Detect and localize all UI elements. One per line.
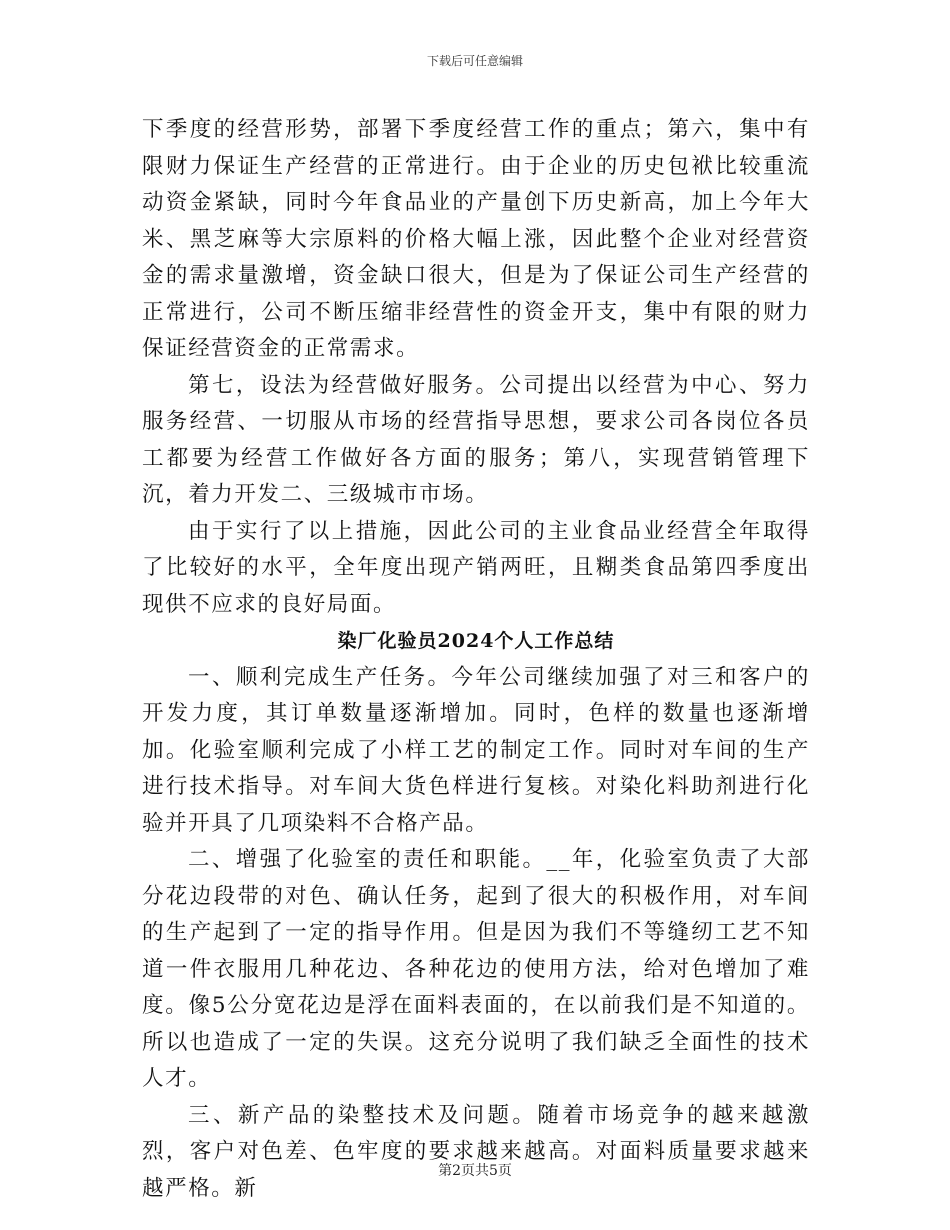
document-body (142, 112, 810, 1207)
paragraph: 第七，设法为经营做好服务。公司提出以经营为中心、努力服务经营、一切服从市场的经营指导思想，要求公司各岗位各员工都要为经营工作做好各方面的服务；第八，实现营销管理下沉，着力开发二、三级城市市场。 (142, 372, 810, 507)
paragraph: 由于实行了以上措施，因此公司的主业食品业经营全年取得了比较好的水平，全年度出现产销两旺，且糊类食品第四季度出现供不应求的良好局面。 (142, 518, 810, 617)
paragraph: 下季度的经营形势，部署下季度经营工作的重点；第六，集中有限财力保证生产经营的正常进行。由于企业的历史包袱比较重流动资金紧缺，同时今年食品业的产量创下历史新高，加上今年大米、黑芝麻等大宗原料的价格大幅上涨，因此整个企业对经营资金的需求量激增，资金缺口很大，但是为了保证公司生产经营的正常进行，公司不断压缩非经营性的资金开支，集中有限的财力保证经营资金的正常需求。 (142, 117, 810, 361)
paragraph: 三、新产品的染整技术及问题。随着市场竞争的越来越激烈，客户对色差、色牢度的要求越来越高。对面料质量要求越来越严格。新 (142, 1102, 810, 1201)
paragraph: 二、增强了化验室的责任和职能。__年，化验室负责了大部分花边段带的对色、确认任务，起到了很大的积极作用，对车间的生产起到了一定的指导作用。但是因为我们不等缝纫工艺不知道一件衣服用几种花边、各种花边的使用方法，给对色增加了难度。像5公分宽花边是浮在面料表面的，在以前我们是不知道的。所以也造成了一定的失误。这充分说明了我们缺乏全面性的技术人才。 (142, 847, 810, 1091)
page-header: 下载后可任意编辑 (426, 54, 523, 68)
section-title: 染厂化验员2024个人工作总结 (337, 630, 615, 652)
paragraph: 一、顺利完成生产任务。今年公司继续加强了对三和客户的开发力度，其订单数量逐渐增加。同时，色样的数量也逐渐增加。化验室顺利完成了小样工艺的制定工作。同时对车间的生产进行技术指导。对车间大货色样进行复核。对染化料助剂进行化验并开具了几项染料不合格产品。 (142, 664, 810, 836)
page-footer: 第2页共5页 (438, 1163, 512, 1179)
